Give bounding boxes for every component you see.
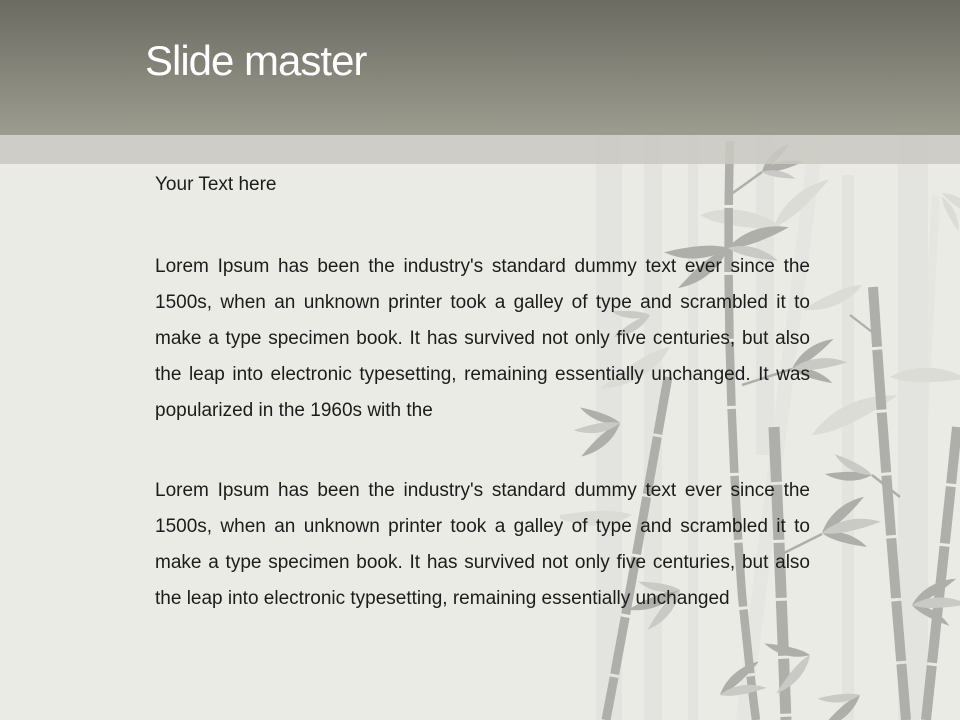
slide-title: Slide master: [145, 37, 367, 84]
header-divider-band: [0, 135, 960, 164]
body-subtitle: Your Text here: [155, 174, 277, 195]
body-paragraph-1: Lorem Ipsum has been the industry's standard dummy text ever since the 1500s, when an unknown printer took a galley of type and scrambled it to make a type specimen book. It has survived not only five centuries, but also the leap into electronic typesetting, remaining essentially unchanged. It was popularized in the 1960s with the: [155, 256, 810, 421]
slide-title-bar: [0, 0, 960, 135]
body-paragraph-2: Lorem Ipsum has been the industry's standard dummy text ever since the 1500s, when an unknown printer took a galley of type and scrambled it to make a type specimen book. It has survived not only five centuries, but also the leap into electronic typesetting, remaining essentially unchanged: [155, 480, 810, 609]
